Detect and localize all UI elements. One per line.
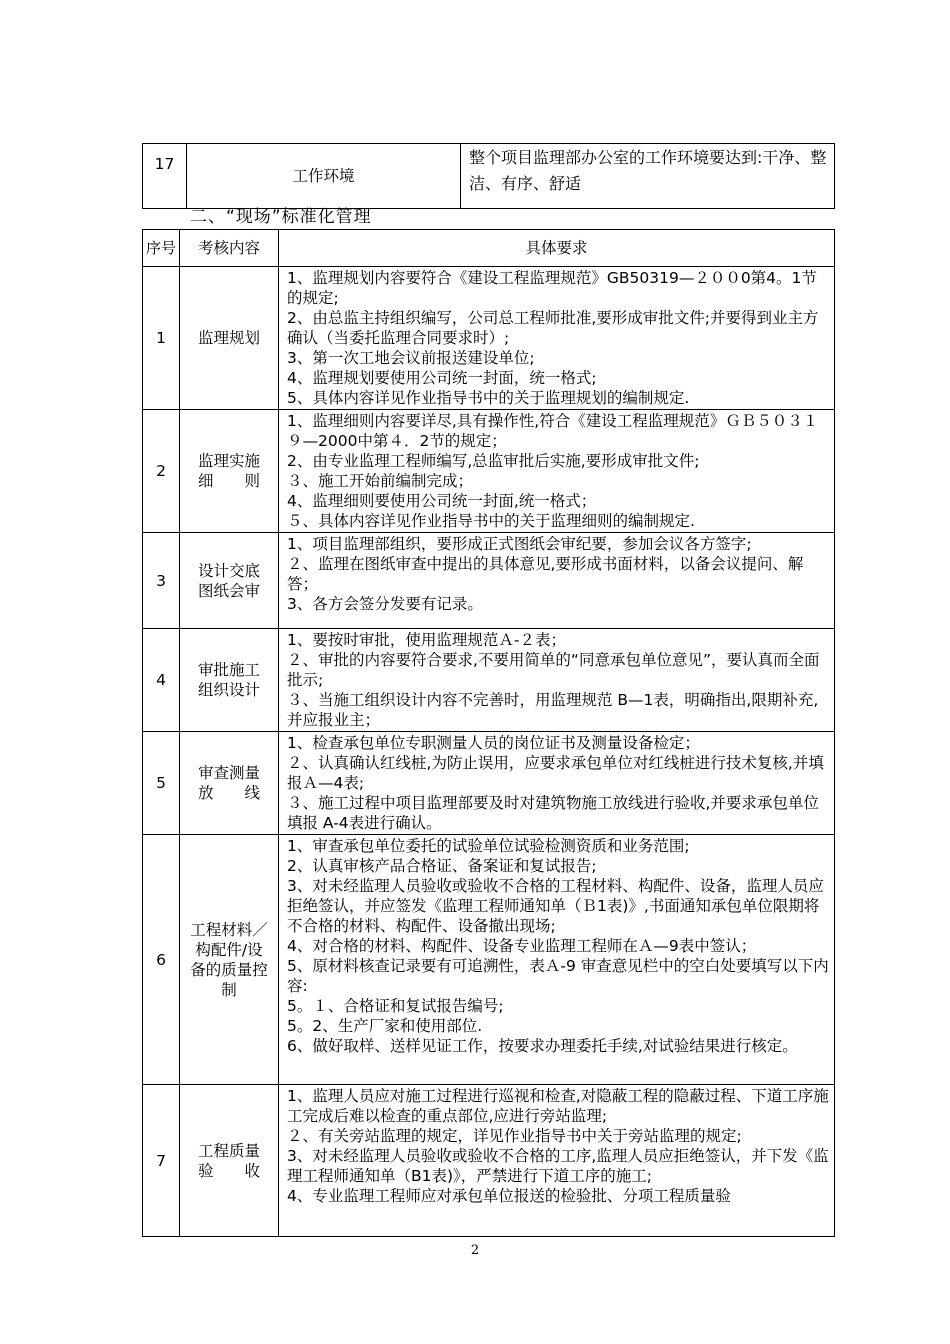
row-requirement	[279, 410, 835, 533]
requirement-line: 5、具体内容详见作业指导书中的关于监理规划的编制规定.	[287, 389, 690, 407]
row-item: 工程材料／构配件/设备的质量控制	[180, 835, 279, 1085]
requirement-line: 3、对未经监理人员验收或验收不合格的工程材料、构配件、设备，监理人员应拒绝签认，并应签发《监理工程师通知单（Ｂ1表)》,书面通知承包单位限期将不合格的材料、构配件、设备撤出现场;	[287, 877, 824, 935]
header-number: 序号	[143, 230, 180, 267]
requirement-line: 2、认真审核产品合格证、备案证和复试报告;	[287, 857, 597, 875]
requirement-line: ３、施工过程中项目监理部要及时对建筑物施工放线进行验收,并要求承包单位填报 A-4表进行确认。	[287, 794, 819, 832]
requirement-line: ２、有关旁站监理的规定，详见作业指导书中关于旁站监理的规定;	[287, 1127, 742, 1145]
row-number: 2	[143, 410, 180, 533]
requirement-line: 2、由总监主持组织编写，公司总工程师批准,要形成审批文件;并要得到业主方确认（当委托监理合同要求时）;	[287, 309, 819, 347]
requirement-line: 4、对合格的材料、构配件、设备专业监理工程师在Ａ—9表中签认；	[287, 937, 757, 955]
requirement-line: ２、认真确认红线桩,为防止误用，应要求承包单位对红线桩进行技术复核,并填报Ａ—4表;	[287, 754, 824, 792]
requirement-line: 2、由专业监理工程师编写,总监审批后实施,要形成审批文件;	[287, 452, 700, 470]
table-row	[143, 533, 835, 629]
header-row	[143, 230, 835, 267]
row-number: 17	[143, 144, 187, 209]
requirement-line: 5、原材料核查记录要有可追溯性，表Ａ-9 审查意见栏中的空白处要填写以下内容:	[287, 957, 829, 995]
row-item: 设计交底图纸会审	[180, 533, 279, 629]
requirement-line: 1、监理人员应对施工过程进行巡视和检查,对隐蔽工程的隐蔽过程、下道工序施工完成后难以检查的重点部位,应进行旁站监理;	[287, 1087, 829, 1125]
header-item: 考核内容	[180, 230, 279, 267]
requirement-line: 3、第一次工地会议前报送建设单位;	[287, 349, 535, 367]
row-requirement	[279, 1085, 835, 1237]
row-item: 审批施工组织设计	[180, 629, 279, 732]
requirement-line: 4、监理规划要使用公司统一封面，统一格式;	[287, 369, 597, 387]
requirement-line: 5。１、合格证和复试报告编号;	[287, 997, 504, 1015]
table-row	[143, 144, 835, 209]
requirement-line: 1、检查承包单位专职测量人员的岗位证书及测量设备检定；	[287, 734, 700, 752]
requirement-line: ２、监理在图纸审查中提出的具体意见,要形成书面材料，以备会议提问、解答；	[287, 555, 804, 593]
table-row	[143, 835, 835, 1085]
row-requirement	[279, 267, 835, 410]
row-requirement: 整个项目监理部办公室的工作环境要达到:干净、整洁、有序、舒适	[461, 144, 835, 209]
requirement-line: 1、监理规划内容要符合《建设工程监理规范》GB50319—２００0第4。1节的规定;	[287, 269, 817, 307]
page-number: 2	[470, 1243, 480, 1258]
requirement-line: ５、具体内容详见作业指导书中的关于监理细则的编制规定.	[287, 512, 695, 530]
row-requirement	[279, 629, 835, 732]
row-number: 7	[143, 1085, 180, 1237]
requirement-line: 4、专业监理工程师应对承包单位报送的检验批、分项工程质量验	[287, 1187, 731, 1205]
requirement-line: 1、监理细则内容要详尽,具有操作性,符合《建设工程监理规范》ＧＢ５０３１９—2000中第４．2节的规定；	[287, 412, 819, 450]
requirement-line: 3、各方会签分发要有记录。	[287, 595, 483, 613]
row-requirement	[279, 835, 835, 1085]
table-row	[143, 410, 835, 533]
table-row	[143, 629, 835, 732]
requirement-line: 4、监理细则要使用公司统一封面,统一格式；	[287, 492, 597, 510]
top-table	[142, 143, 835, 209]
table-row	[143, 267, 835, 410]
row-number: 6	[143, 835, 180, 1085]
row-number: 5	[143, 732, 180, 835]
header-requirement: 具体要求	[279, 230, 835, 267]
section-heading: 二、“现场”标准化管理	[190, 207, 372, 227]
requirement-line: 1、项目监理部组织，要形成正式图纸会审纪要，参加会议各方签字;	[287, 535, 752, 553]
requirement-line: 6、做好取样、送样见证工作，按要求办理委托手续,对试验结果进行核定。	[287, 1037, 798, 1055]
requirement-line: ３、施工开始前编制完成；	[287, 472, 474, 490]
row-number: 1	[143, 267, 180, 410]
row-requirement	[279, 732, 835, 835]
row-item: 监理规划	[180, 267, 279, 410]
row-item: 工程质量验 收	[180, 1085, 279, 1237]
row-item: 工作环境	[187, 144, 461, 209]
requirement-line: 1、要按时审批，使用监理规范Ａ-２表；	[287, 631, 566, 649]
row-requirement	[279, 533, 835, 629]
requirement-line: 5。2、生产厂家和使用部位.	[287, 1017, 483, 1035]
row-number: 4	[143, 629, 180, 732]
table-row	[143, 1085, 835, 1237]
row-item: 监理实施细 则	[180, 410, 279, 533]
requirement-line: ３、当施工组织设计内容不完善时，用监理规范 B—1表，明确指出,限期补充,并应报业主；	[287, 691, 819, 729]
table-row	[143, 732, 835, 835]
requirement-line: 1、审查承包单位委托的试验单位试验检测资质和业务范围;	[287, 837, 690, 855]
requirement-line: 3、对未经监理人员验收或验收不合格的工序,监理人员应拒绝签认，并下发《监理工程师通知单（B1表)》，严禁进行下道工序的施工;	[287, 1147, 829, 1185]
requirement-line: ２、审批的内容要符合要求,不要用简单的“同意承包单位意见”，要认真而全面批示;	[287, 651, 820, 689]
row-number: 3	[143, 533, 180, 629]
row-item: 审查测量放 线	[180, 732, 279, 835]
main-table	[142, 229, 835, 1237]
